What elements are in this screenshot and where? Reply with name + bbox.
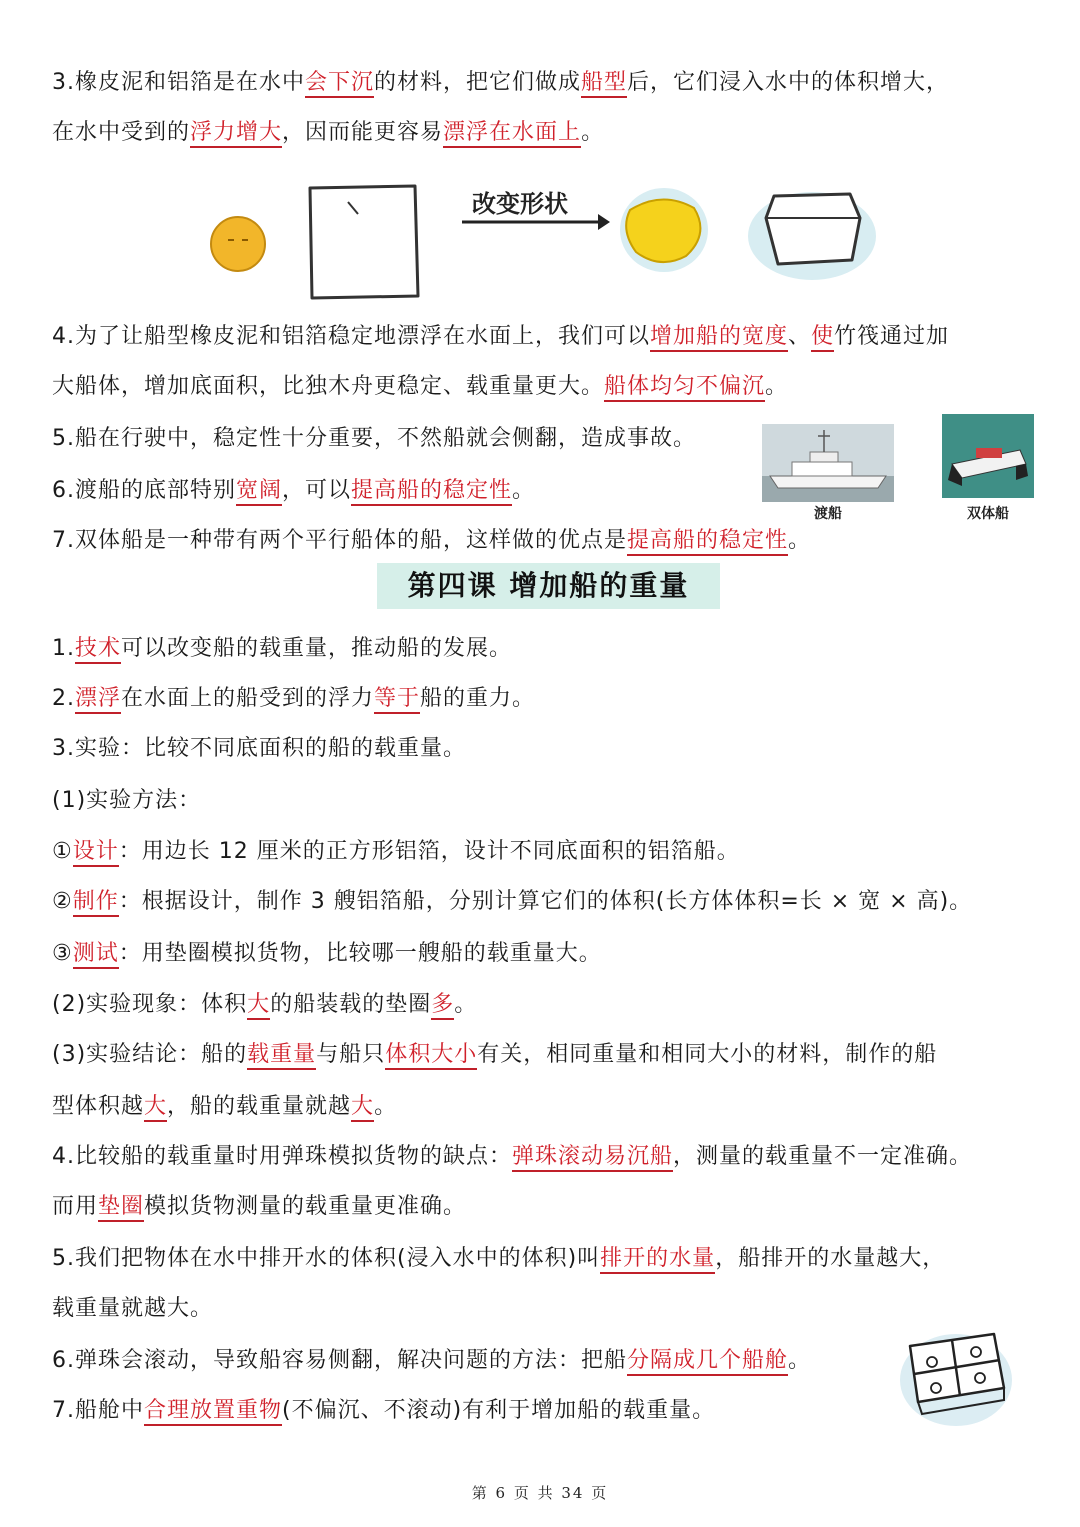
text-segment: (3)实验结论：船的 <box>52 1042 248 1067</box>
lesson-title: 第四课 增加船的重量 <box>377 563 720 609</box>
highlighted-answer: 浮力增大 <box>190 120 282 148</box>
page-footer: 第 6 页 共 34 页 <box>471 1484 609 1502</box>
highlighted-answer: 载重量 <box>247 1042 316 1070</box>
text-segment: 、 <box>788 324 812 349</box>
text-segment: 。 <box>454 992 478 1017</box>
text-segment: 6.弹珠会滚动，导致船容易侧翻，解决问题的方法：把船 <box>52 1348 627 1373</box>
text-segment: 4.比较船的载重量时用弹珠模拟货物的缺点： <box>52 1144 512 1169</box>
text-line-step2 <box>52 887 972 917</box>
text-segment: 模拟货物测量的载重量更准确。 <box>144 1194 467 1219</box>
highlighted-answer: 垫圈 <box>98 1194 144 1222</box>
text-segment: ，船排开的水量越大， <box>715 1246 946 1271</box>
text-segment: ：用边长 12 厘米的正方形铝箔，设计不同底面积的铝箔船。 <box>118 839 740 864</box>
highlighted-answer: 船型 <box>581 70 627 98</box>
text-segment: 。 <box>788 1348 812 1373</box>
text-segment: ：根据设计，制作 3 艘铝箔船，分别计算它们的体积(长方体体积=长 × 宽 × 高)。 <box>118 889 973 914</box>
text-segment: 后，它们浸入水中的体积增大， <box>627 70 950 95</box>
highlighted-answer: 分隔成几个船舱 <box>627 1348 788 1376</box>
text-line-l4-2 <box>52 1192 466 1222</box>
highlighted-answer: 大 <box>144 1094 167 1122</box>
text-segment: 型体积越 <box>52 1094 145 1119</box>
text-segment: ，可以 <box>282 478 352 503</box>
flat-foil-icon <box>310 186 418 298</box>
text-line-l3b <box>52 990 477 1020</box>
text-line-l3 <box>52 734 466 764</box>
text-segment: (不偏沉、不滚动)有利于增加船的载重量。 <box>282 1398 716 1423</box>
text-segment: 船的重力。 <box>420 686 536 711</box>
text-line-l5-1 <box>52 1244 945 1274</box>
text-segment: ：用垫圈模拟货物，比较哪一艘船的载重量大。 <box>118 941 602 966</box>
text-line-s7 <box>52 526 811 556</box>
highlighted-answer: 测试 <box>73 941 119 969</box>
clay-ball-icon <box>211 217 265 271</box>
highlighted-answer: 设计 <box>73 839 119 867</box>
text-line-l4-1 <box>52 1142 972 1172</box>
highlighted-answer: 大 <box>351 1094 374 1122</box>
text-segment: 在水中受到的 <box>52 120 191 145</box>
text-segment: 5.船在行驶中，稳定性十分重要，不然船就会侧翻，造成事故。 <box>52 426 696 451</box>
text-segment: ，测量的载重量不一定准确。 <box>673 1144 973 1169</box>
text-segment: 7.船舱中 <box>52 1398 144 1423</box>
highlighted-answer: 技术 <box>75 636 121 664</box>
text-segment: 载重量就越大。 <box>52 1296 214 1321</box>
text-line-s3-1 <box>52 68 949 98</box>
text-segment: ② <box>52 889 73 914</box>
highlighted-answer: 制作 <box>73 889 119 917</box>
text-line-l3a <box>52 786 201 816</box>
shape-change-illustration <box>200 178 880 308</box>
text-segment: 与船只 <box>316 1042 386 1067</box>
highlighted-answer: 使 <box>811 324 834 352</box>
text-segment: 7.双体船是一种带有两个平行船体的船，这样做的优点是 <box>52 528 627 553</box>
text-segment: 。 <box>581 120 605 145</box>
text-segment: 。 <box>788 528 812 553</box>
highlighted-answer: 体积大小 <box>385 1042 477 1070</box>
ferry-caption: 渡船 <box>814 506 842 522</box>
highlighted-answer: 等于 <box>374 686 420 714</box>
text-line-s5 <box>52 424 696 454</box>
highlighted-answer: 弹珠滚动易沉船 <box>512 1144 673 1172</box>
text-segment: 。 <box>765 374 789 399</box>
highlighted-answer: 船体均匀不偏沉 <box>604 374 765 402</box>
text-line-s6 <box>52 476 535 506</box>
highlighted-answer: 排开的水量 <box>600 1246 715 1274</box>
text-segment: 2. <box>52 686 75 711</box>
highlighted-answer: 增加船的宽度 <box>650 324 788 352</box>
highlighted-answer: 宽阔 <box>236 478 282 506</box>
text-line-l5-2 <box>52 1294 213 1324</box>
catamaran-caption: 双体船 <box>967 506 1009 522</box>
clay-boat-icon <box>620 188 708 272</box>
text-segment: ，因而能更容易 <box>282 120 444 145</box>
text-line-l7 <box>52 1396 715 1426</box>
text-segment: 有关，相同重量和相同大小的材料，制作的船 <box>477 1042 938 1067</box>
highlighted-answer: 会下沉 <box>305 70 374 98</box>
catamaran-photo <box>942 414 1034 498</box>
text-line-l3c-2 <box>52 1092 397 1122</box>
text-line-l2 <box>52 684 535 714</box>
text-segment: 的材料，把它们做成 <box>374 70 582 95</box>
highlighted-answer: 提高船的稳定性 <box>351 478 512 506</box>
text-segment: 竹筏通过加 <box>834 324 950 349</box>
text-segment: 。 <box>512 478 536 503</box>
text-segment: (2)实验现象：体积 <box>52 992 248 1017</box>
text-line-s4-2 <box>52 372 788 402</box>
ferry-photo <box>762 424 894 502</box>
text-segment: 在水面上的船受到的浮力 <box>121 686 375 711</box>
arrow-label: 改变形状 <box>472 190 568 218</box>
text-segment: 3.橡皮泥和铝箔是在水中 <box>52 70 305 95</box>
text-segment: ③ <box>52 941 73 966</box>
highlighted-answer: 漂浮 <box>75 686 121 714</box>
text-segment: 5.我们把物体在水中排开水的体积(浸入水中的体积)叫 <box>52 1246 601 1271</box>
text-segment: 。 <box>374 1094 398 1119</box>
text-segment: 大船体，增加底面积，比独木舟更稳定、载重量更大。 <box>52 374 605 399</box>
text-segment: 的船装载的垫圈 <box>270 992 432 1017</box>
foil-boat-icon <box>748 192 876 280</box>
highlighted-answer: 漂浮在水面上 <box>443 120 581 148</box>
compartment-boat-illustration <box>896 1318 1014 1430</box>
text-segment: 可以改变船的载重量，推动船的发展。 <box>121 636 513 661</box>
highlighted-answer: 提高船的稳定性 <box>627 528 788 556</box>
text-segment: (1)实验方法： <box>52 788 202 813</box>
text-segment: ，船的载重量就越 <box>167 1094 352 1119</box>
text-line-s3-2 <box>52 118 604 148</box>
text-line-l1 <box>52 634 512 664</box>
text-line-s4-1 <box>52 322 949 352</box>
text-line-step3 <box>52 939 602 969</box>
highlighted-answer: 合理放置重物 <box>144 1398 282 1426</box>
highlighted-answer: 大 <box>247 992 270 1020</box>
text-segment: ① <box>52 839 73 864</box>
highlighted-answer: 多 <box>431 992 454 1020</box>
text-segment: 6.渡船的底部特别 <box>52 478 236 503</box>
text-segment: 而用 <box>52 1194 99 1219</box>
text-line-step1 <box>52 837 740 867</box>
text-line-l6 <box>52 1346 811 1376</box>
text-segment: 4.为了让船型橡皮泥和铝箔稳定地漂浮在水面上，我们可以 <box>52 324 650 349</box>
text-line-l3c-1 <box>52 1040 937 1070</box>
text-segment: 1. <box>52 636 75 661</box>
text-segment: 3.实验：比较不同底面积的船的载重量。 <box>52 736 466 761</box>
